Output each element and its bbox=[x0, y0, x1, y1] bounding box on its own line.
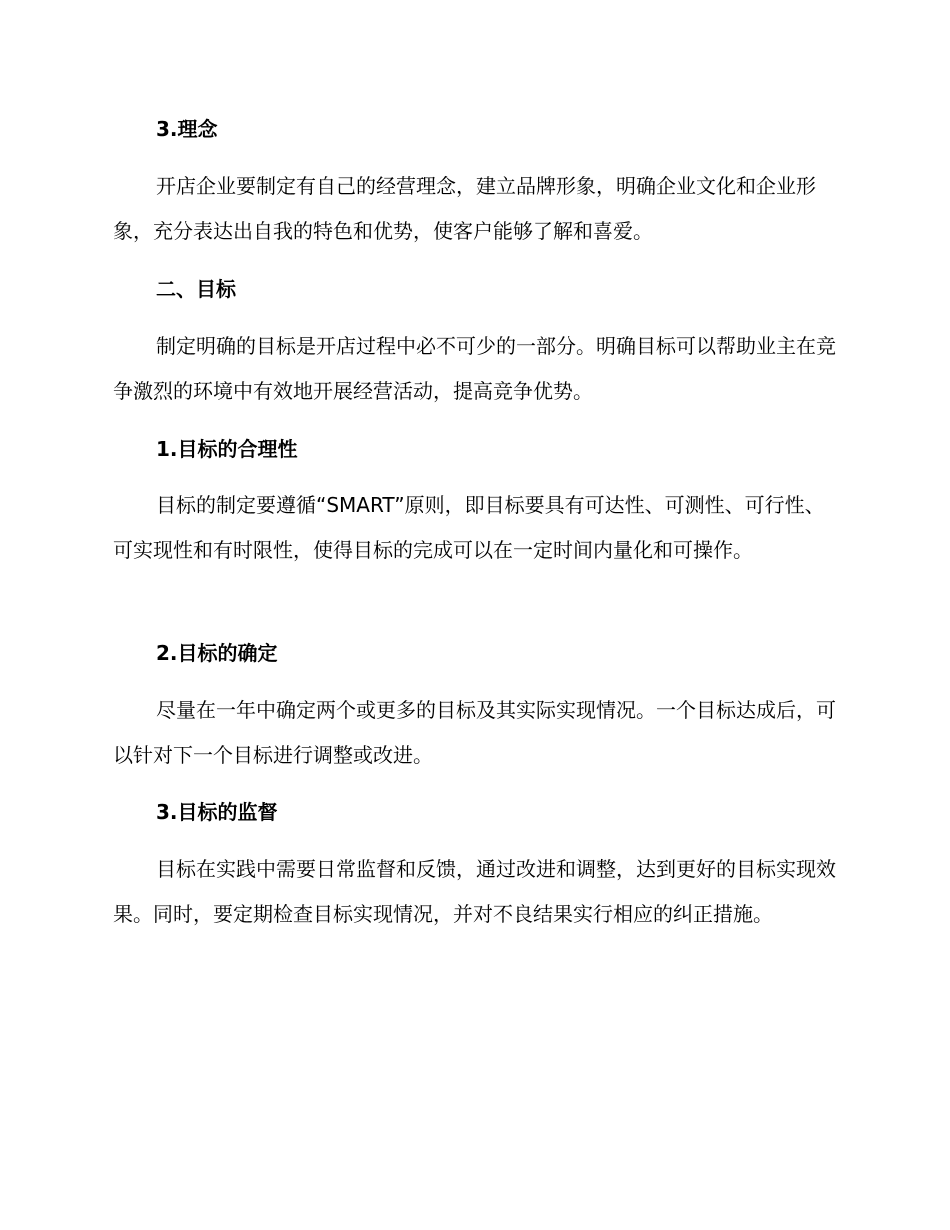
section-heading: 3.理念 bbox=[156, 117, 218, 141]
section-paragraph: 尽量在一年中确定两个或更多的目标及其实际实现情况。一个目标达成后，可以针对下一个目标进行调整或改进。 bbox=[113, 698, 836, 767]
section-heading: 3.目标的监督 bbox=[156, 800, 278, 824]
section-heading: 二、目标 bbox=[156, 277, 236, 301]
section-paragraph: 目标在实践中需要日常监督和反馈，通过改进和调整，达到更好的目标实现效果。同时，要定期检查目标实现情况，并对不良结果实行相应的纠正措施。 bbox=[113, 857, 836, 926]
section-paragraph: 开店企业要制定有自己的经营理念，建立品牌形象，明确企业文化和企业形象，充分表达出自我的特色和优势，使客户能够了解和喜爱。 bbox=[113, 174, 816, 243]
section-heading: 2.目标的确定 bbox=[156, 641, 278, 665]
section-heading: 1.目标的合理性 bbox=[156, 437, 298, 461]
section-paragraph: 目标的制定要遵循“SMART”原则，即目标要具有可达性、可测性、可行性、可实现性和有时限性，使得目标的完成可以在一定时间内量化和可操作。 bbox=[113, 493, 825, 562]
section-paragraph: 制定明确的目标是开店过程中必不可少的一部分。明确目标可以帮助业主在竞争激烈的环境中有效地开展经营活动，提高竞争优势。 bbox=[113, 334, 836, 403]
